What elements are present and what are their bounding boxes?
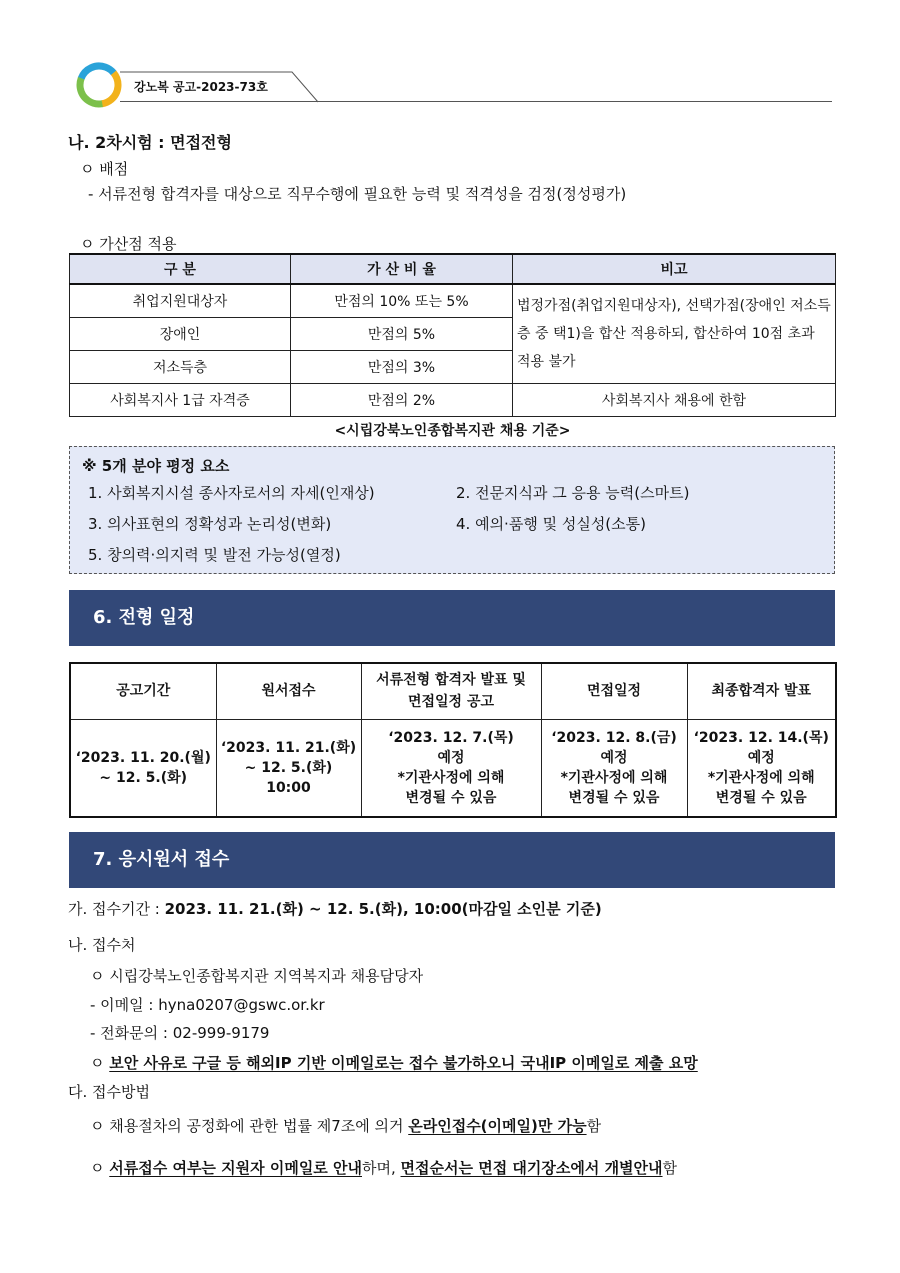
schedule-header-final: 최종합격자 발표 — [687, 663, 836, 719]
bonus-points-table — [69, 253, 836, 417]
bonus-note-last: 사회복지사 채용에 한함 — [513, 383, 836, 416]
application-method-2: ㅇ 서류접수 여부는 지원자 이메일로 안내하며, 면접순서는 면접 대기장소에서 개별안내함 — [90, 1159, 678, 1177]
application-phone: - 전화문의 : 02-999-9179 — [90, 1024, 270, 1042]
bonus-heading: ㅇ 가산점 적용 — [80, 235, 177, 253]
bonus-ratio: 만점의 5% — [291, 317, 513, 350]
interview-section-title: 나. 2차시험 : 면접전형 — [68, 133, 232, 152]
evaluation-title: ※ 5개 분야 평정 요소 — [82, 457, 230, 475]
bonus-ratio: 만점의 10% 또는 5% — [291, 284, 513, 317]
bonus-header-ratio: 가 산 비 율 — [291, 254, 513, 284]
bonus-header-category: 구 분 — [70, 254, 291, 284]
schedule-interview-date: ‘2023. 12. 8.(금) 예정 *기관사정에 의해 변경될 수 있음 — [541, 719, 687, 817]
evaluation-item: 2. 전문지식과 그 응용 능력(스마트) — [456, 484, 690, 502]
evaluation-item: 4. 예의·품행 및 성실성(소통) — [456, 515, 646, 533]
document-number: 강노복 공고-2023-73호 — [134, 80, 268, 94]
table-row — [70, 383, 836, 416]
schedule-header-apply: 원서접수 — [216, 663, 361, 719]
score-heading: ㅇ 배점 — [80, 160, 129, 178]
schedule-header-document: 서류전형 합격자 발표 및 면접일정 공고 — [361, 663, 541, 719]
evaluation-item: 3. 의사표현의 정확성과 논리성(변화) — [88, 515, 332, 533]
evaluation-item: 1. 사회복지시설 종사자로서의 자세(인재상) — [88, 484, 375, 502]
bonus-note-merged: 법정가점(취업지원대상자), 선택가점(장애인 저소득층 중 택1)을 합산 적용하되, 합산하여 10점 초과 적용 불가 — [513, 284, 836, 383]
header-divider — [120, 101, 832, 102]
table-row — [70, 284, 836, 317]
bonus-ratio: 만점의 2% — [291, 383, 513, 416]
schedule-header-interview: 면접일정 — [541, 663, 687, 719]
application-method-1: ㅇ 채용절차의 공정화에 관한 법률 제7조에 의거 온라인접수(이메일)만 가능함 — [90, 1117, 602, 1135]
bonus-category: 장애인 — [70, 317, 291, 350]
application-place-org: ㅇ 시립강북노인종합복지관 지역복지과 채용담당자 — [90, 967, 424, 985]
security-notice: ㅇ 보안 사유로 구글 등 해외IP 기반 이메일로는 접수 불가하오니 국내IP 이메일로 제출 요망 — [90, 1054, 698, 1072]
schedule-notice-period: ‘2023. 11. 20.(월) ~ 12. 5.(화) — [70, 719, 216, 817]
application-period: 가. 접수기간 : 2023. 11. 21.(화) ~ 12. 5.(화), 10:00(마감일 소인분 기준) — [68, 900, 602, 918]
schedule-final-announcement: ‘2023. 12. 14.(목) 예정 *기관사정에 의해 변경될 수 있음 — [687, 719, 836, 817]
application-method-heading: 다. 접수방법 — [68, 1083, 150, 1101]
table-row — [70, 719, 836, 817]
schedule-header-notice: 공고기간 — [70, 663, 216, 719]
schedule-section-banner: 6. 전형 일정 — [69, 590, 835, 646]
bonus-category: 저소득층 — [70, 350, 291, 383]
header-tab-outline — [120, 70, 320, 103]
application-email: - 이메일 : hyna0207@gswc.or.kr — [90, 996, 325, 1014]
schedule-table — [69, 662, 837, 818]
organization-logo — [76, 62, 122, 108]
application-place-heading: 나. 접수처 — [68, 936, 136, 954]
schedule-document-result: ‘2023. 12. 7.(목) 예정 *기관사정에 의해 변경될 수 있음 — [361, 719, 541, 817]
bonus-category: 사회복지사 1급 자격증 — [70, 383, 291, 416]
evaluation-item: 5. 창의력·의지력 및 발전 가능성(열정) — [88, 546, 341, 564]
schedule-apply-period: ‘2023. 11. 21.(화) ~ 12. 5.(화) 10:00 — [216, 719, 361, 817]
bonus-category: 취업지원대상자 — [70, 284, 291, 317]
table-caption: <시립강북노인종합복지관 채용 기준> — [334, 423, 571, 439]
score-description: - 서류전형 합격자를 대상으로 직무수행에 필요한 능력 및 적격성을 검정(정성평가) — [88, 185, 627, 203]
bonus-ratio: 만점의 3% — [291, 350, 513, 383]
bonus-header-note: 비고 — [513, 254, 836, 284]
application-section-banner: 7. 응시원서 접수 — [69, 832, 835, 888]
